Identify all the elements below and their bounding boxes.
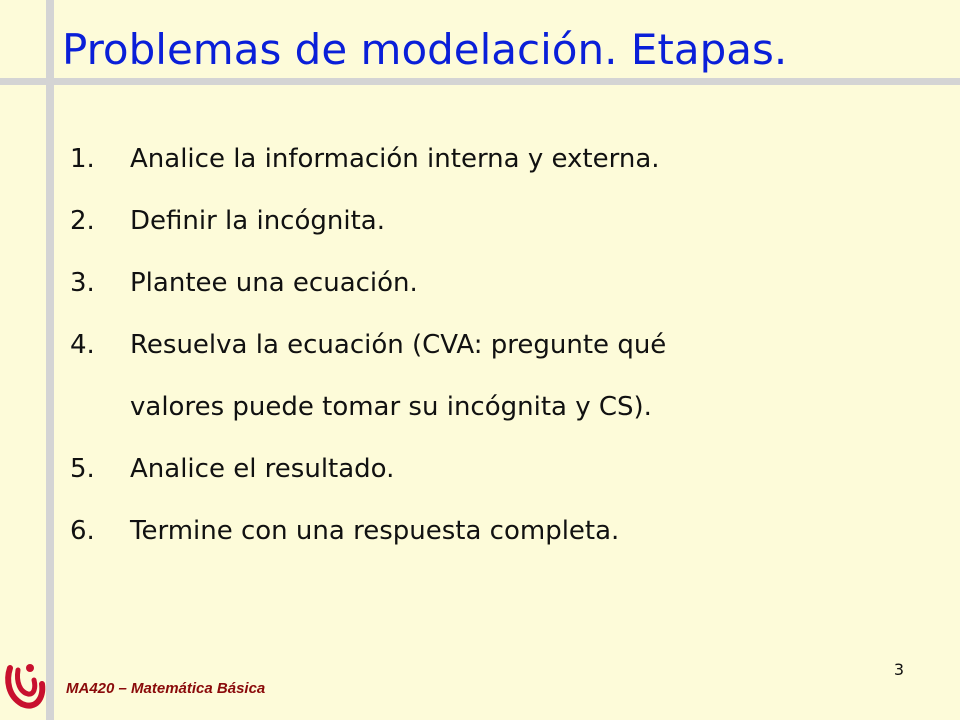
step-number: 3.: [70, 268, 95, 298]
list-item: [70, 438, 930, 500]
footer-course-label: MA420 – Matemática Básica: [66, 680, 266, 697]
page-number: 3: [893, 660, 904, 679]
step-text: Analice la información interna y externa.: [130, 144, 660, 174]
steps-list: [70, 128, 930, 562]
step-text: Analice el resultado.: [130, 454, 395, 484]
list-item: [70, 252, 930, 314]
step-text: Definir la incógnita.: [130, 206, 385, 236]
step-text: Plantee una ecuación.: [130, 268, 418, 298]
upc-logo-icon: [2, 654, 46, 714]
slide-title: Problemas de modelación. Etapas.: [62, 25, 788, 74]
step-number: 4.: [70, 330, 95, 360]
step-text-line: Resuelva la ecuación (CVA: pregunte qué: [130, 330, 667, 360]
step-number: 1.: [70, 144, 95, 174]
list-item: [70, 128, 930, 190]
step-text: Termine con una respuesta completa.: [130, 516, 620, 546]
list-item: [70, 500, 930, 562]
step-number: 6.: [70, 516, 95, 546]
step-number: 2.: [70, 206, 95, 236]
step-text: [130, 314, 930, 438]
step-text-line: valores puede tomar su incógnita y CS).: [130, 392, 652, 422]
title-underline: [0, 78, 960, 85]
step-number: 5.: [70, 454, 95, 484]
list-item: [70, 190, 930, 252]
list-item: [70, 314, 930, 438]
vertical-divider: [46, 0, 54, 720]
